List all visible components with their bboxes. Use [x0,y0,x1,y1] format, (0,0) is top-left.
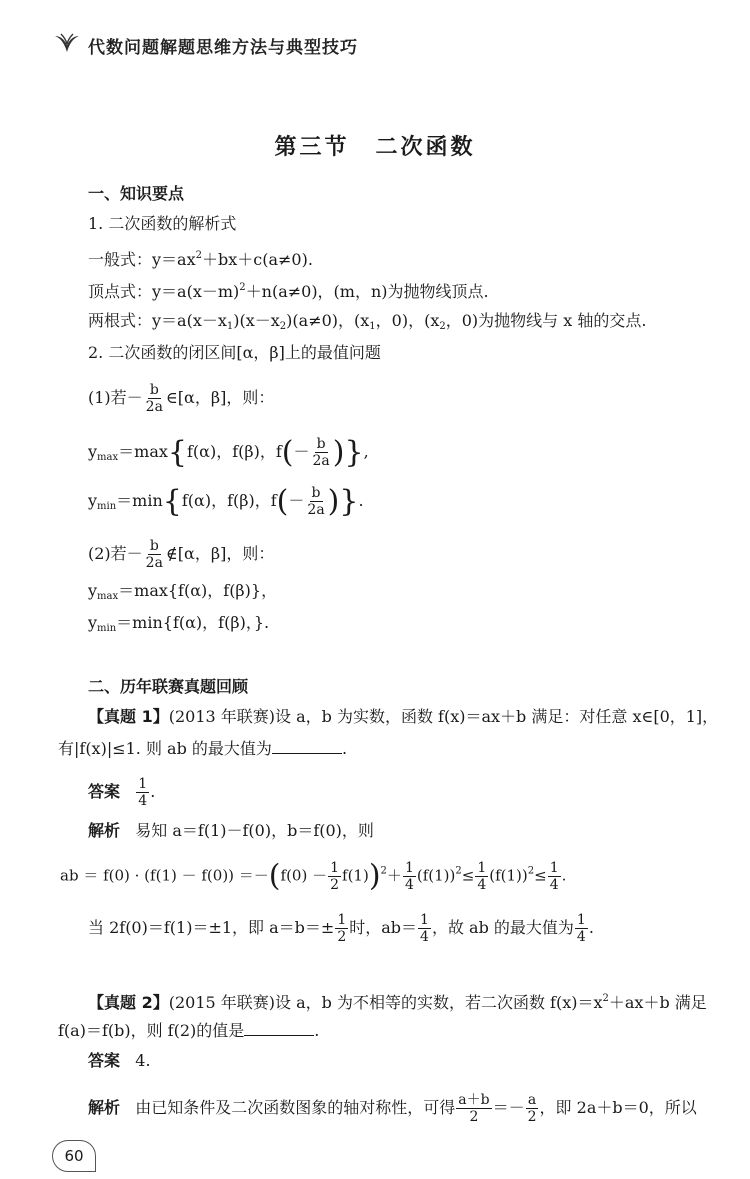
problem-1-conclusion: 当 2f(0)＝f(1)＝±1，即 a＝b＝± $\frac{1}{2}$ 时，ab＝ $\frac{1}{4}$ ，故 ab 的最大值为 $\frac{1}{4}$ . [88,912,594,945]
problem-1-equation: ab ＝ f(0) · (f(1) － f(0)) ＝－(f(0) － $\frac{1}{2}$ f(1))$^2$＋ $\frac{1}{4}$ $(f(1))^2\le$ $\frac{1}{4}$ $(f(1))^2\le$ $\frac{1}{4}$ . [60,858,567,894]
answer-blank [272,739,342,754]
vertex-form: 顶点式：$y=a(x-m)^2+n(a\ne 0)$，(m，n)为抛物线顶点. [88,282,489,301]
problem-2-statement: 【真题 2】(2015 年联赛)设 a，b 为不相等的实数，若二次函数 $f(x)=x^2+ax+b$ 满足 [88,993,707,1012]
ymin-case-2: $y_{min}=\min\{f(\alpha)$，f(β)，}. [88,613,270,634]
problem-2-statement-cont: f(a)＝f(b)，则 f(2)的值是 . [58,1021,320,1040]
review-heading: 二、历年联赛真题回顾 [88,677,249,696]
knowledge-heading: 一、知识要点 [88,184,185,203]
problem-2-tag: 【真题 2】 [88,993,169,1012]
section-number: 第三节 [274,135,350,160]
answer-blank [244,1021,314,1036]
section-title [0,130,750,161]
problem-1-tag: 【真题 1】 [88,707,169,726]
problem-2-analysis: 解析 由已知条件及二次函数图象的轴对称性，可得 $\frac{a+b}{2}$ ＝－ $\frac{a}{2}$ ，即 2a＋b＝0，所以 [88,1092,697,1125]
book-logo-icon [52,32,82,58]
problem-1-statement-cont: 有|f(x)|≤1. 则 ab 的最大值为 . [58,739,348,758]
ymin-case-1: $y_{min}=\min\{f(\alpha)$，f(β)，f(－ $\frac{b}{2a}$ )}. [88,484,364,519]
case-1: (1)若－ $\frac{b}{2a}$ ∈[α，β]，则： [88,382,275,415]
book-title: 代数问题解题思维方法与典型技巧 [88,37,358,58]
ymax-case-2: $y_{max}=\max\{f(\alpha)$，f(β)}， [88,581,278,602]
page-number: 60 [52,1140,96,1172]
case-2: (2)若－ $\frac{b}{2a}$ ∉[α，β]，则： [88,538,275,571]
section-name: 二次函数 [375,135,476,160]
general-form: 一般式：$y=ax^2+bx+c(a\ne 0)$. [88,250,313,269]
ymax-case-1: $y_{max}=\max\{f(\alpha)$，f(β)，f(－ $\frac{b}{2a}$ )}, [88,435,369,470]
problem-1-analysis: 解析 易知 a＝f(1)－f(0)，b＝f(0)，则 [88,821,374,840]
problem-2-answer: 答案 4. [88,1051,151,1070]
knowledge-item-2: 2. 二次函数的闭区间[α，β]上的最值问题 [88,343,381,362]
running-header [52,30,358,60]
roots-form: 两根式：$y=a(x-x_1)(x-x_2)(a\ne 0)$，($x_1$，0)，($x_2$，0)为抛物线与 x 轴的交点. [88,311,647,332]
knowledge-item-1: 1. 二次函数的解析式 [88,214,237,233]
problem-1-statement: 【真题 1】(2013 年联赛)设 a，b 为实数，函数 f(x)＝ax＋b 满足：对任意 x∈[0，1]， [88,707,719,726]
problem-1-answer: 答案 $\frac{1}{4}$ . [88,776,156,809]
